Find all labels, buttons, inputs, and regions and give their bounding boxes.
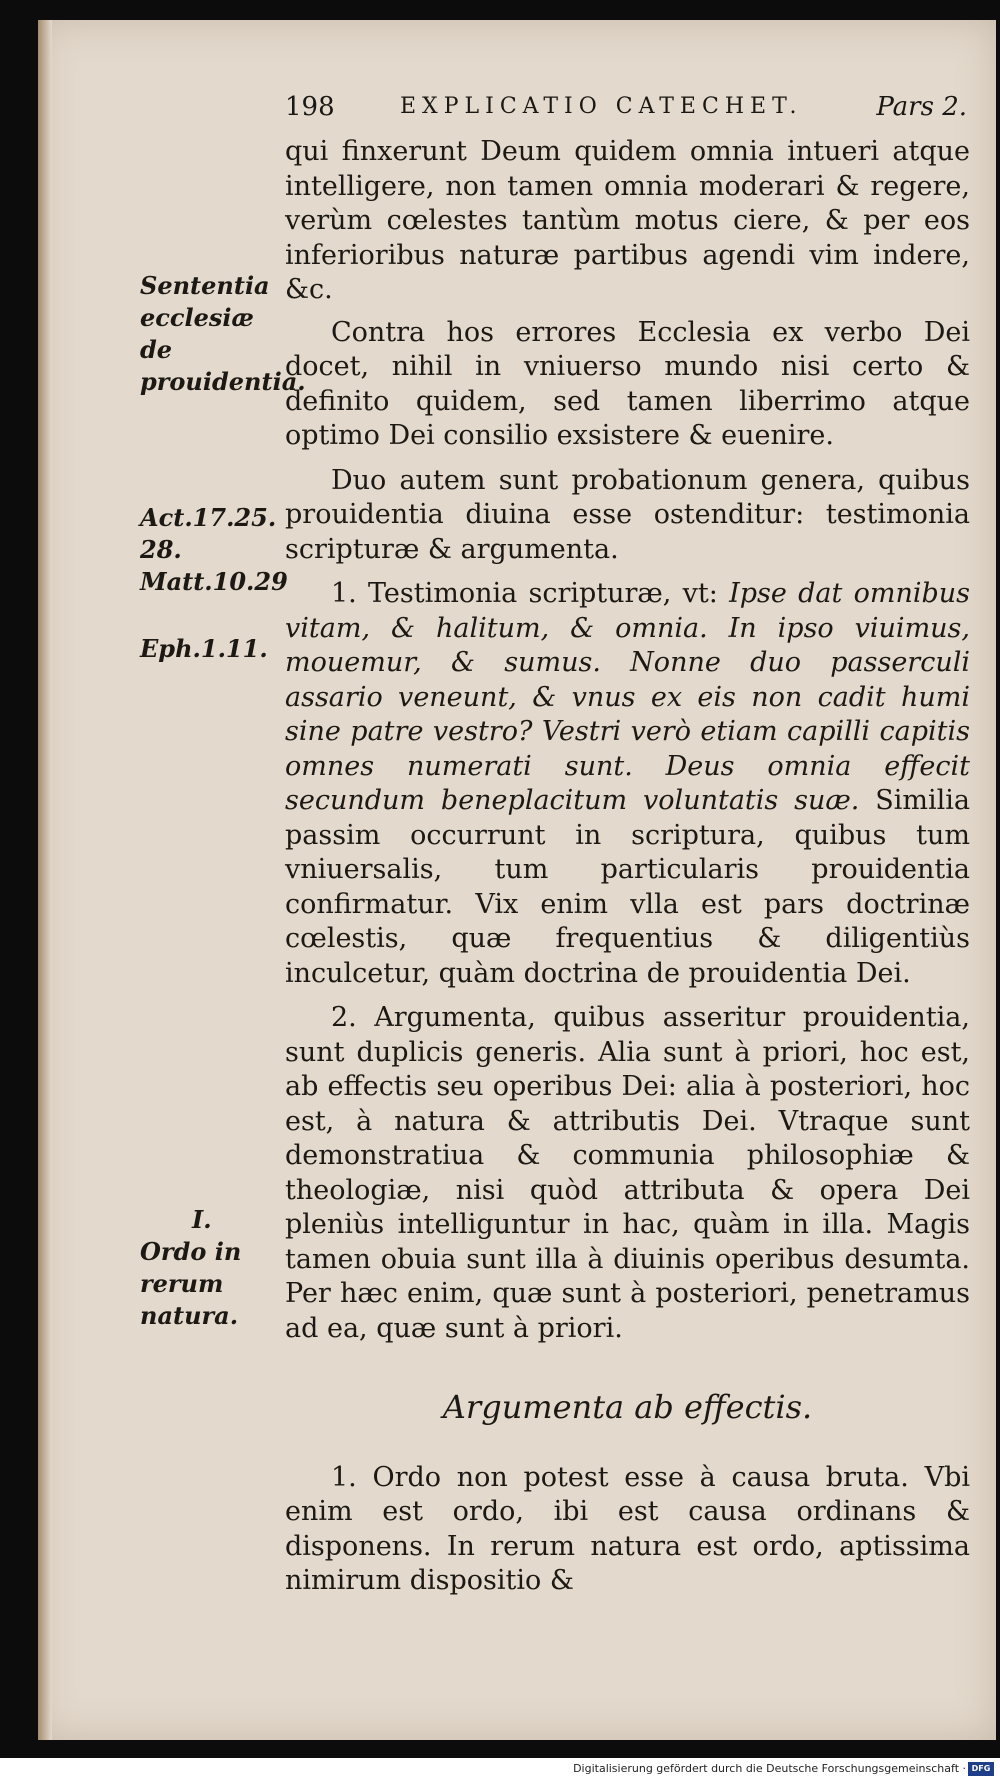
- margin-ref-matthew: Matt.10.29: [140, 567, 288, 596]
- running-header: [285, 92, 975, 128]
- paragraph-3: Duo autem sunt probationum genera, quibus prouidentia diuina esse ostenditur: testimonia scripturæ & argumenta.: [285, 464, 970, 565]
- main-text: [285, 135, 970, 1599]
- margin-ref-acts: Act.17.25.: [140, 503, 277, 532]
- margin-ref-ephesians: Eph.1.11.: [140, 634, 268, 663]
- running-title: EXPLICATIO CATECHET.: [400, 94, 803, 119]
- section-heading: Argumenta ab effectis.: [442, 1388, 813, 1426]
- paragraph-5: 2. Argumenta, quibus asseritur prouidentia, sunt duplicis generis. Alia sunt à priori, hoc est, ab effectis seu operibus Dei: alia à posteriori, hoc est, à natura & attributis Dei. Vtraque sunt demonstratiua & communia philosophiæ & theologiæ, nisi quòd attributa & opera Dei pleniùs intelliguntur in hac, quàm in illa. Magis tamen obuia sunt illa à diuinis operibus desumta. Per hæc enim, quæ sunt à posteriori, penetramus ad ea, quæ sunt à priori.: [285, 1002, 970, 1344]
- paragraph-6: 1. Ordo non potest esse à causa bruta. Vbi enim est ordo, ibi est causa ordinans & disponens. In rerum natura est ordo, aptissima nimirum dispositio &: [285, 1461, 970, 1596]
- dfg-logo: DFG: [968, 1762, 994, 1776]
- page-gutter-shadow: [38, 20, 52, 1740]
- margin-note-ordo: Ordo in rerum natura.: [140, 1237, 242, 1330]
- paragraph-4: [285, 577, 970, 991]
- part-label: Pars 2.: [876, 92, 967, 122]
- page-number: 198: [285, 92, 335, 122]
- paragraph-4-intro: 1. Testimonia scripturæ, vt:: [331, 578, 730, 609]
- scripture-quotation: Ipse dat omnibus vitam, & halitum, & omnia. In ipso viuimus, mouemur, & sumus. Nonne duo passerculi assario veneunt, & vnus ex eis non cadit humi sine patre vestro? Vestri verò etiam capilli capitis omnes numerati sunt. Deus omnia effecit secundum beneplacitum voluntatis suæ.: [285, 578, 970, 816]
- margin-note-sententia: Sententia ecclesiæ de prouidentia.: [140, 271, 306, 396]
- paragraph-4-rest: Similia passim occurrunt in scriptura, quibus tum vniuersalis, tum particularis prouidentia confirmatur. Vix enim vlla est pars doctrinæ cœlestis, quæ frequentius & diligentiùs inculcetur, quàm doctrina de prouidentia Dei.: [285, 785, 970, 989]
- margin-ref-acts-verse: 28.: [140, 535, 182, 564]
- paragraph-1: qui finxerunt Deum quidem omnia intueri atque intelligere, non tamen omnia moderari & regere, verùm cœlestes tantùm motus ciere, & per eos inferioribus naturæ partibus agendi vim indere, &c.: [285, 136, 970, 305]
- margin-section-number: I.: [192, 1205, 212, 1234]
- digitization-credit: Digitalisierung gefördert durch die Deutsche Forschungsgemeinschaft ·: [573, 1762, 966, 1775]
- paragraph-2: Contra hos errores Ecclesia ex verbo Dei docet, nihil in vniuerso mundo nisi certo & definito quidem, sed tamen liberrimo atque optimo Dei consilio exsistere & euenire.: [285, 316, 970, 451]
